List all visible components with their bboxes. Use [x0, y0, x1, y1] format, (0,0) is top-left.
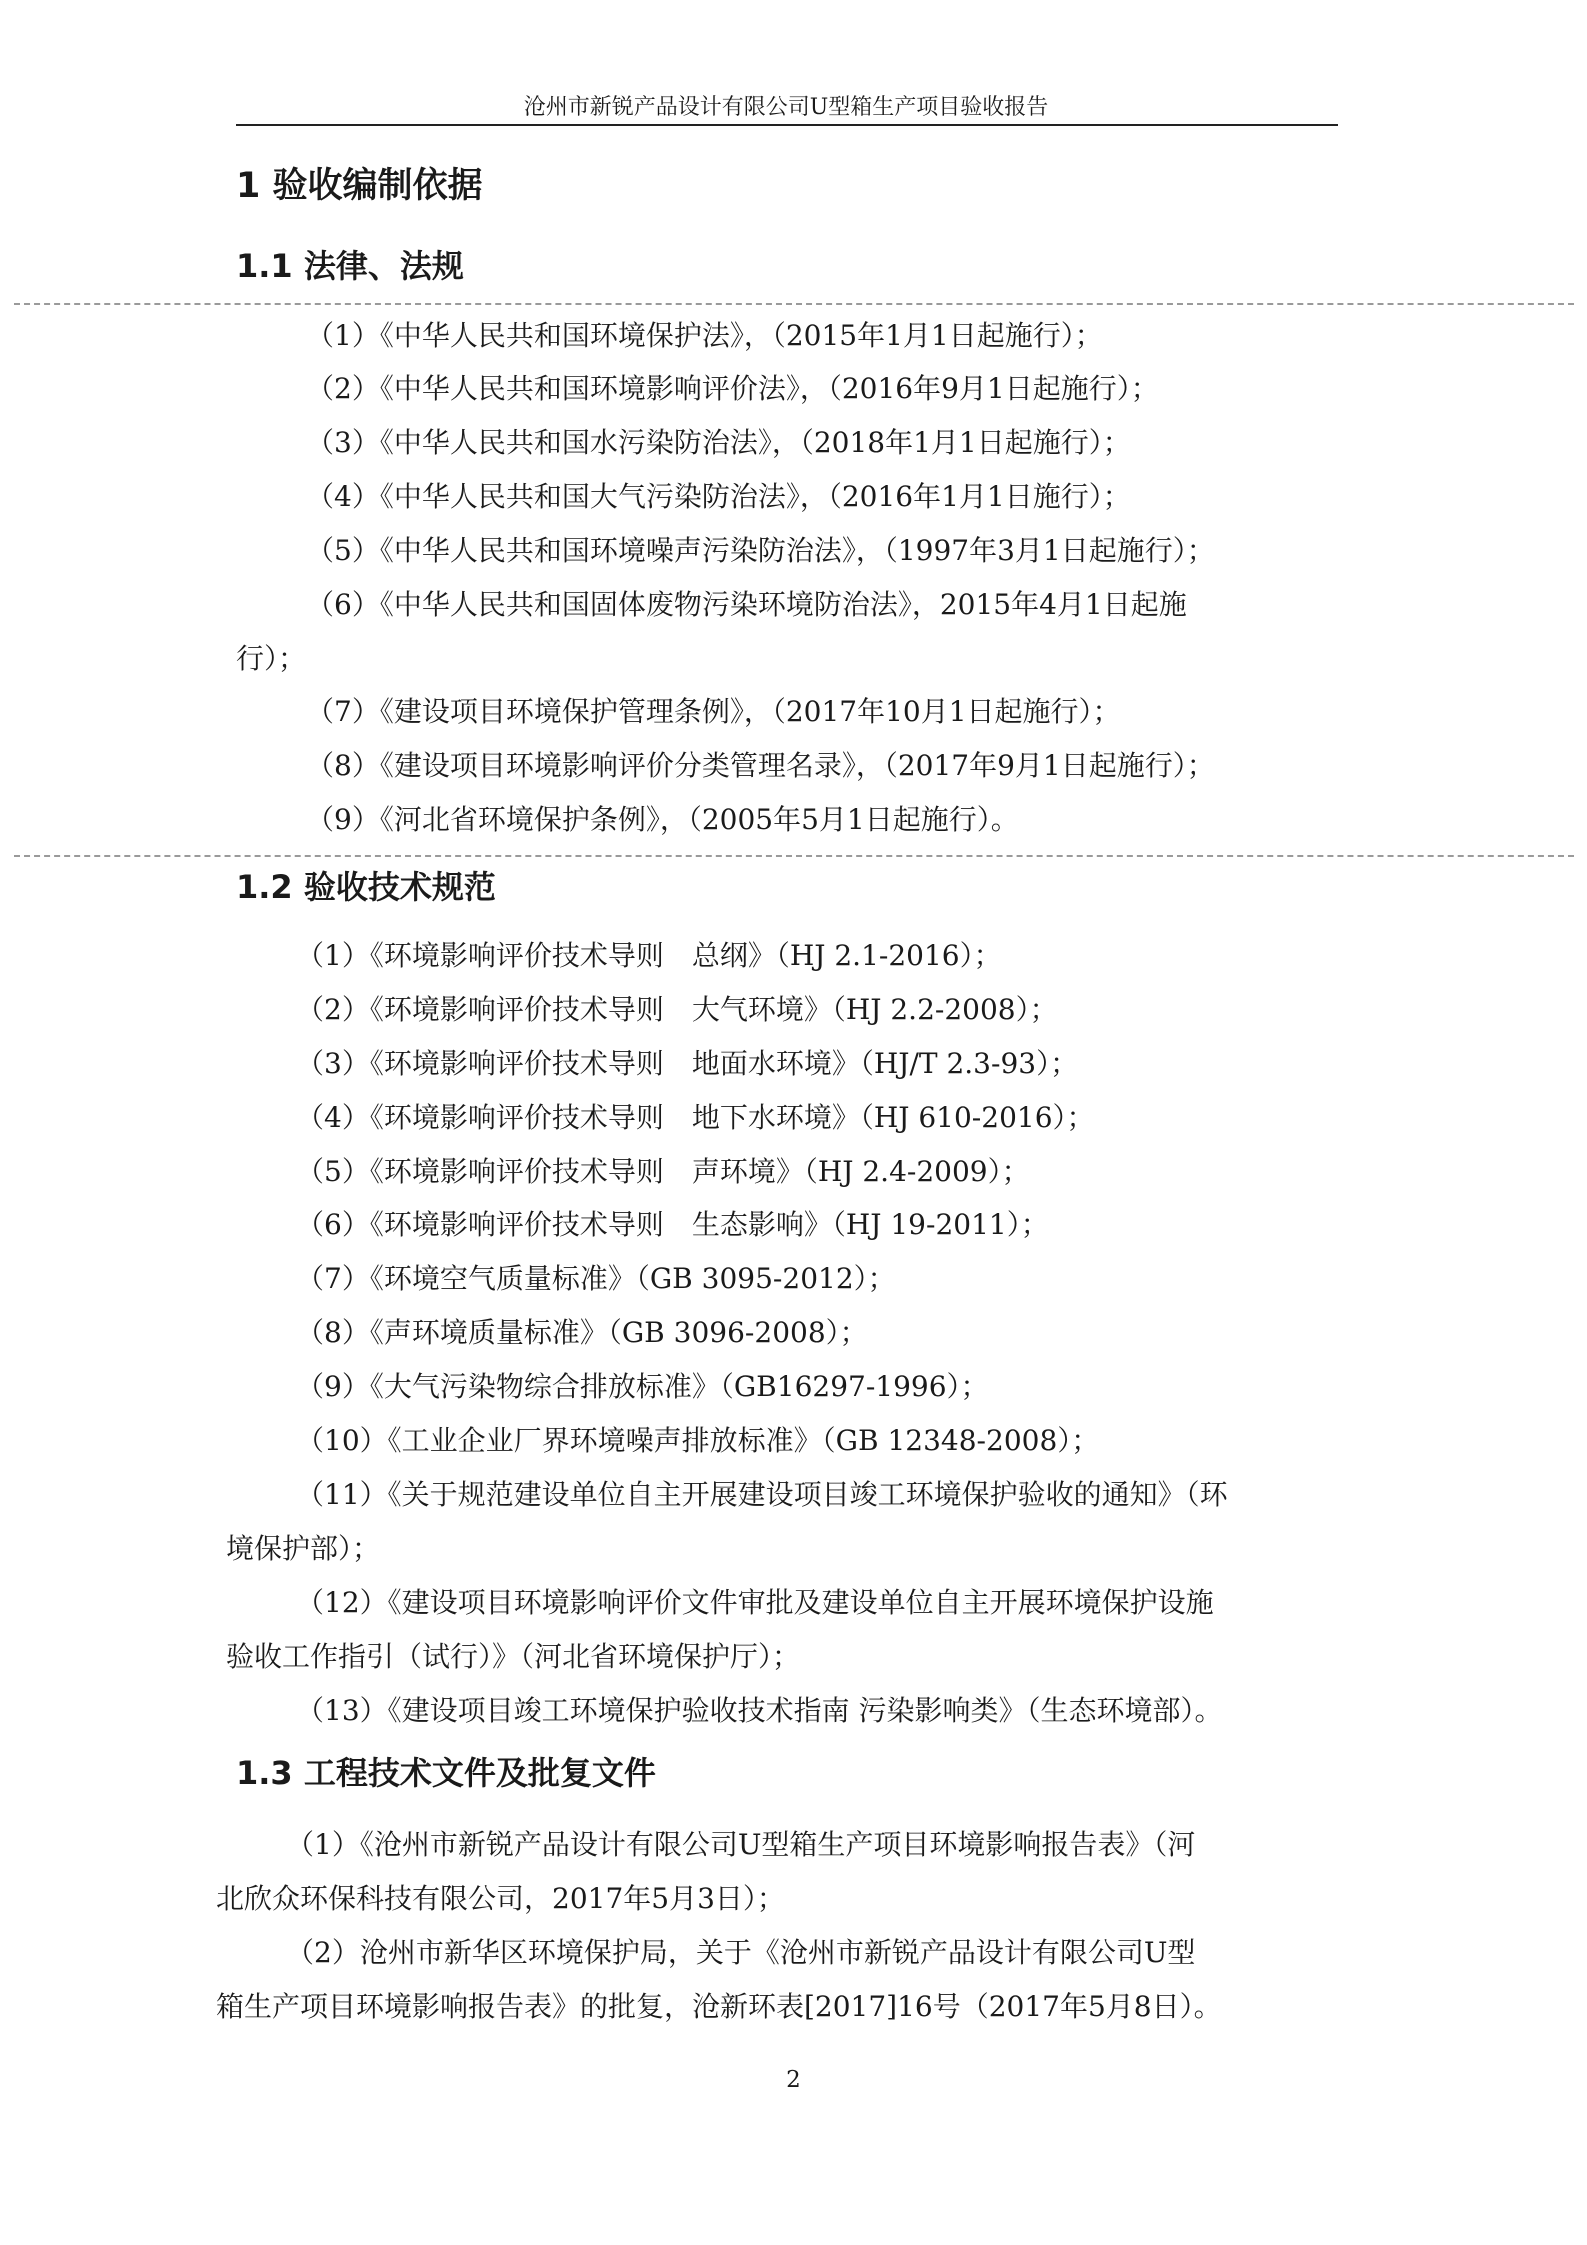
section-1-1-heading: 1.1 法律、法规	[236, 247, 464, 285]
section-1-2-heading: 1.2 验收技术规范	[236, 868, 496, 906]
document-item: （1）《沧州市新锐产品设计有限公司U型箱生产项目环境影响报告表》（河	[286, 1828, 1196, 1861]
standard-item: （3）《环境影响评价技术导则 地面水环境》（HJ/T 2.3-93）；	[296, 1047, 1079, 1080]
standard-item: （4）《环境影响评价技术导则 地下水环境》（HJ 610-2016）；	[296, 1101, 1095, 1134]
scan-artifact-line	[14, 855, 1574, 857]
document-item: （2）沧州市新华区环境保护局，关于《沧州市新锐产品设计有限公司U型	[286, 1936, 1196, 1969]
standard-item: （7）《环境空气质量标准》（GB 3095-2012）；	[296, 1262, 896, 1295]
standard-item: （2）《环境影响评价技术导则 大气环境》（HJ 2.2-2008）；	[296, 993, 1058, 1026]
standard-item: （12）《建设项目环境影响评价文件审批及建设单位自主开展环境保护设施	[296, 1586, 1214, 1619]
law-item: （6）《中华人民共和国固体废物污染环境防治法》，2015年4月1日起施	[306, 588, 1187, 621]
law-item-continuation: 行）；	[236, 642, 307, 675]
law-item: （7）《建设项目环境保护管理条例》，（2017年10月1日起施行）；	[306, 695, 1121, 728]
page-number: 2	[786, 2067, 801, 2093]
header-rule	[236, 124, 1338, 126]
standard-item: （5）《环境影响评价技术导则 声环境》（HJ 2.4-2009）；	[296, 1155, 1030, 1188]
law-item: （1）《中华人民共和国环境保护法》，（2015年1月1日起施行）；	[306, 319, 1103, 352]
law-item: （4）《中华人民共和国大气污染防治法》，（2016年1月1日施行）；	[306, 480, 1131, 513]
section-1-3-heading: 1.3 工程技术文件及批复文件	[236, 1754, 656, 1792]
standard-item: （8）《声环境质量标准》（GB 3096-2008）；	[296, 1316, 868, 1349]
standard-item-continuation: 境保护部）；	[226, 1532, 381, 1565]
standard-item: （11）《关于规范建设单位自主开展建设项目竣工环境保护验收的通知》（环	[296, 1478, 1228, 1511]
law-item: （5）《中华人民共和国环境噪声污染防治法》，（1997年3月1日起施行）；	[306, 534, 1215, 567]
law-item: （8）《建设项目环境影响评价分类管理名录》，（2017年9月1日起施行）；	[306, 749, 1215, 782]
page-header: 沧州市新锐产品设计有限公司U型箱生产项目验收报告	[523, 95, 1049, 120]
standard-item-continuation: 验收工作指引（试行）》（河北省环境保护厅）；	[226, 1640, 801, 1673]
document-item-continuation: 北欣众环保科技有限公司，2017年5月3日）；	[216, 1882, 785, 1915]
document-item-continuation: 箱生产项目环境影响报告表》的批复，沧新环表[2017]16号（2017年5月8日）。	[216, 1990, 1222, 2023]
law-item: （3）《中华人民共和国水污染防治法》，（2018年1月1日起施行）；	[306, 426, 1131, 459]
standard-item: （6）《环境影响评价技术导则 生态影响》（HJ 19-2011）；	[296, 1208, 1049, 1241]
law-item: （2）《中华人民共和国环境影响评价法》，（2016年9月1日起施行）；	[306, 372, 1159, 405]
standard-item: （1）《环境影响评价技术导则 总纲》（HJ 2.1-2016）；	[296, 939, 1002, 972]
standard-item: （9）《大气污染物综合排放标准》（GB16297-1996）；	[296, 1370, 989, 1403]
standard-item: （13）《建设项目竣工环境保护验收技术指南 污染影响类》（生态环境部）。	[296, 1694, 1223, 1727]
scan-artifact-line	[14, 303, 1574, 305]
standard-item: （10）《工业企业厂界环境噪声排放标准》（GB 12348-2008）；	[296, 1424, 1100, 1457]
section-1-heading: 1 验收编制依据	[236, 166, 483, 206]
law-item: （9）《河北省环境保护条例》，（2005年5月1日起施行）。	[306, 803, 1019, 836]
